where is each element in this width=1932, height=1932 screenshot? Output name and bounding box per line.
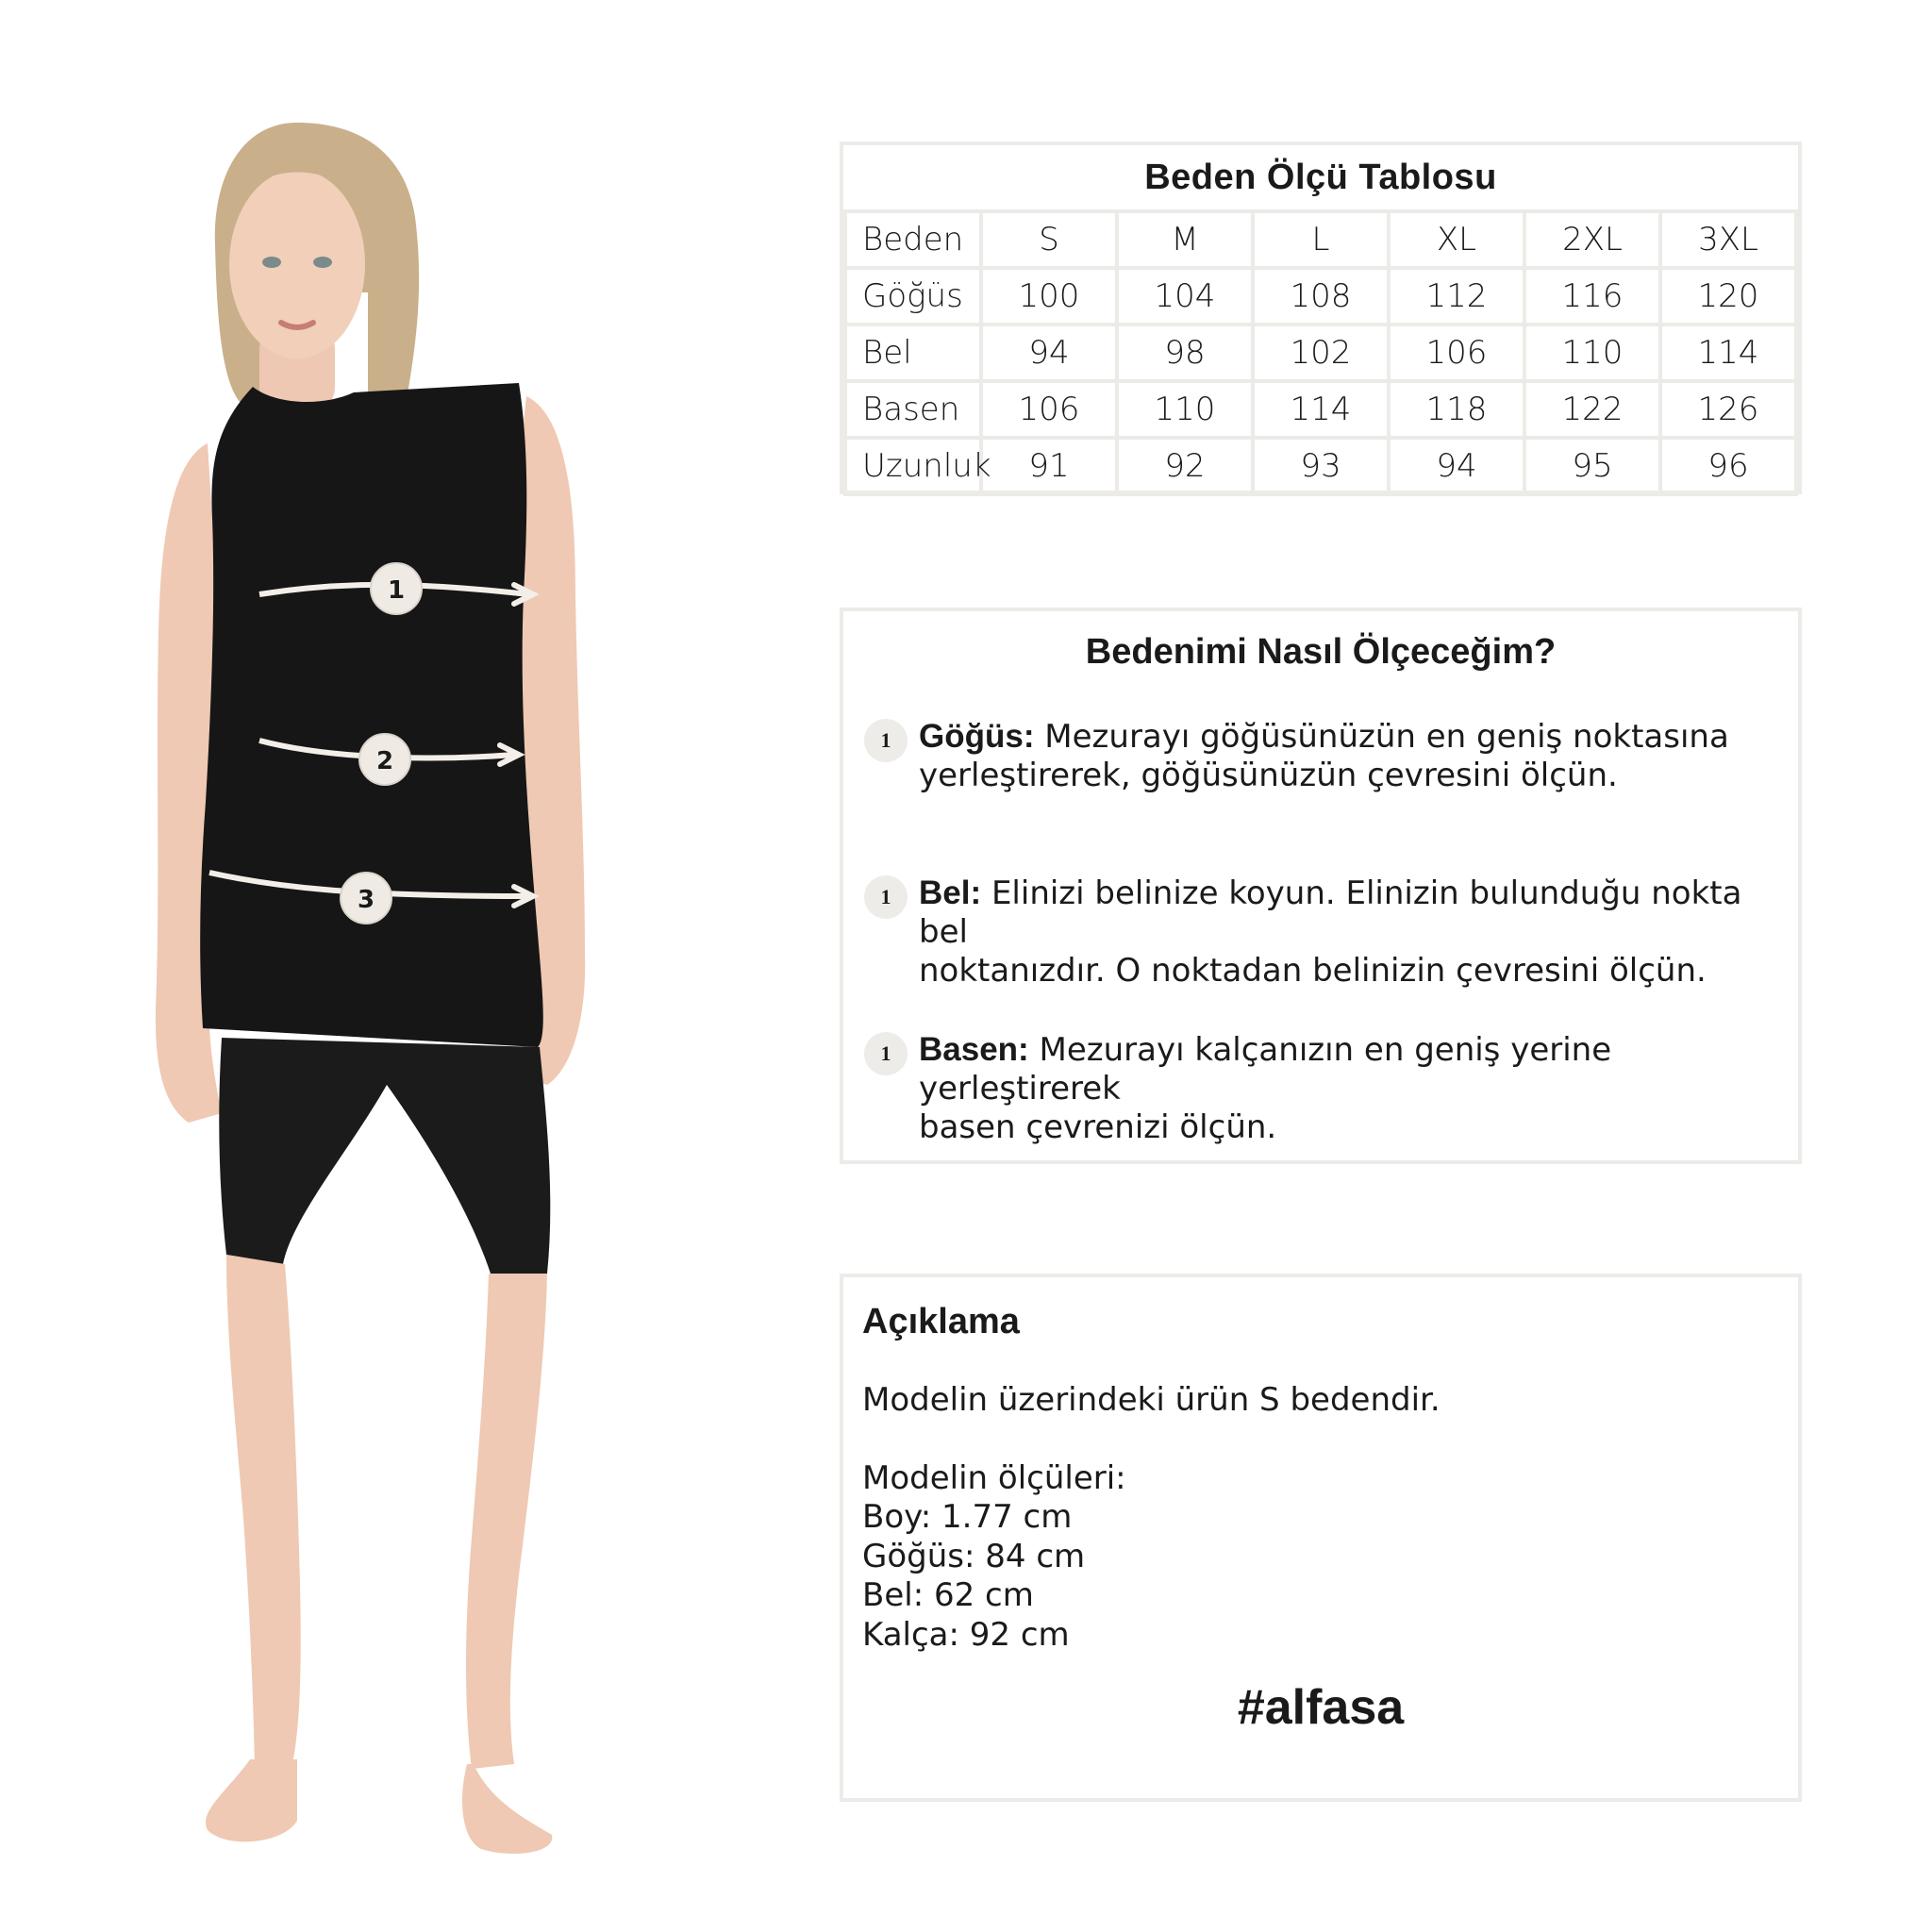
table-cell: Basen <box>845 381 981 438</box>
table-header-cell: 2XL <box>1524 211 1660 268</box>
description-line: Modelin üzerindeki ürün S bedendir. <box>862 1381 1441 1419</box>
table-cell: 98 <box>1117 325 1253 381</box>
size-chart-table <box>843 145 1798 496</box>
step-line: Mezurayı göğüsünüzün en geniş noktasına <box>1044 718 1729 756</box>
model-measurements-title: Modelin ölçüleri: <box>862 1458 1126 1497</box>
how-to-measure-title: Bedenimi Nasıl Ölçeceğim? <box>1085 632 1557 672</box>
table-cell: 120 <box>1660 268 1796 325</box>
table-cell: 94 <box>981 325 1117 381</box>
step-line: Elinizi belinize koyun. Elinizin bulunduğu nokta bel <box>919 874 1742 951</box>
table-header-cell: 3XL <box>1660 211 1796 268</box>
step-text <box>919 874 1760 991</box>
model-chest: Göğüs: 84 cm <box>862 1537 1086 1575</box>
table-cell: 108 <box>1253 268 1389 325</box>
marker-3: 3 <box>357 886 375 914</box>
table-cell: 93 <box>1253 438 1389 494</box>
size-chart-title: Beden Ölçü Tablosu <box>845 145 1796 211</box>
model-shorts <box>219 1038 550 1274</box>
table-cell: 102 <box>1253 325 1389 381</box>
table-header-cell: S <box>981 211 1117 268</box>
model-right-leg <box>466 1274 547 1769</box>
table-cell: 126 <box>1660 381 1796 438</box>
step-label: Bel: <box>919 874 982 911</box>
step-badge: 1 <box>864 875 908 919</box>
model-photo <box>132 104 623 1877</box>
table-cell: 91 <box>981 438 1117 494</box>
step-label: Göğüs: <box>919 718 1035 755</box>
marker-2: 2 <box>375 747 394 775</box>
measure-step-waist <box>864 874 1760 991</box>
how-to-measure-panel <box>840 608 1802 1164</box>
table-cell: 116 <box>1524 268 1660 325</box>
table-cell: 106 <box>981 381 1117 438</box>
table-header-cell: XL <box>1389 211 1524 268</box>
table-cell: 114 <box>1660 325 1796 381</box>
table-cell: 106 <box>1389 325 1524 381</box>
table-cell: 104 <box>1117 268 1253 325</box>
table-cell: Göğüs <box>845 268 981 325</box>
table-cell: 114 <box>1253 381 1389 438</box>
measure-step-hip <box>864 1030 1760 1147</box>
step-badge: 1 <box>864 1032 908 1075</box>
model-hip: Kalça: 92 cm <box>862 1615 1070 1654</box>
model-top <box>200 383 543 1047</box>
table-cell: 94 <box>1389 438 1524 494</box>
table-cell: 112 <box>1389 268 1524 325</box>
spacer <box>862 1421 1441 1459</box>
table-row <box>845 325 1796 381</box>
table-cell: 95 <box>1524 438 1660 494</box>
table-header-cell: Beden <box>845 211 981 268</box>
table-cell: 110 <box>1117 381 1253 438</box>
table-row <box>845 268 1796 325</box>
table-cell: 100 <box>981 268 1117 325</box>
description-body <box>862 1381 1441 1655</box>
description-title: Açıklama <box>862 1302 1020 1341</box>
table-cell: Bel <box>845 325 981 381</box>
table-header-cell: L <box>1253 211 1389 268</box>
table-header-cell: M <box>1117 211 1253 268</box>
step-line: Mezurayı kalçanızın en geniş yerine yerleştirerek <box>919 1031 1612 1108</box>
brand-hashtag: #alfasa <box>1237 1680 1405 1735</box>
step-line: yerleştirerek, göğüsünüzün çevresini ölçün. <box>919 757 1618 794</box>
table-cell: 92 <box>1117 438 1253 494</box>
table-cell: 118 <box>1389 381 1524 438</box>
marker-1: 1 <box>387 576 406 605</box>
table-row <box>845 381 1796 438</box>
measure-step-chest <box>864 717 1760 795</box>
step-text <box>919 1030 1760 1147</box>
step-line: basen çevrenizi ölçün. <box>919 1108 1277 1146</box>
table-header-row <box>845 211 1796 268</box>
description-panel <box>840 1274 1802 1802</box>
table-cell: 96 <box>1660 438 1796 494</box>
model-waist: Bel: 62 cm <box>862 1576 1034 1614</box>
step-text <box>919 717 1760 795</box>
table-cell: 110 <box>1524 325 1660 381</box>
model-left-leg <box>226 1255 301 1764</box>
step-label: Basen: <box>919 1031 1029 1068</box>
table-cell: Uzunluk <box>845 438 981 494</box>
size-chart-panel <box>840 142 1802 494</box>
step-badge: 1 <box>864 719 908 762</box>
step-line: noktanızdır. O noktadan belinizin çevresini ölçün. <box>919 952 1707 990</box>
model-height: Boy: 1.77 cm <box>862 1498 1073 1536</box>
table-row <box>845 438 1796 494</box>
table-cell: 122 <box>1524 381 1660 438</box>
